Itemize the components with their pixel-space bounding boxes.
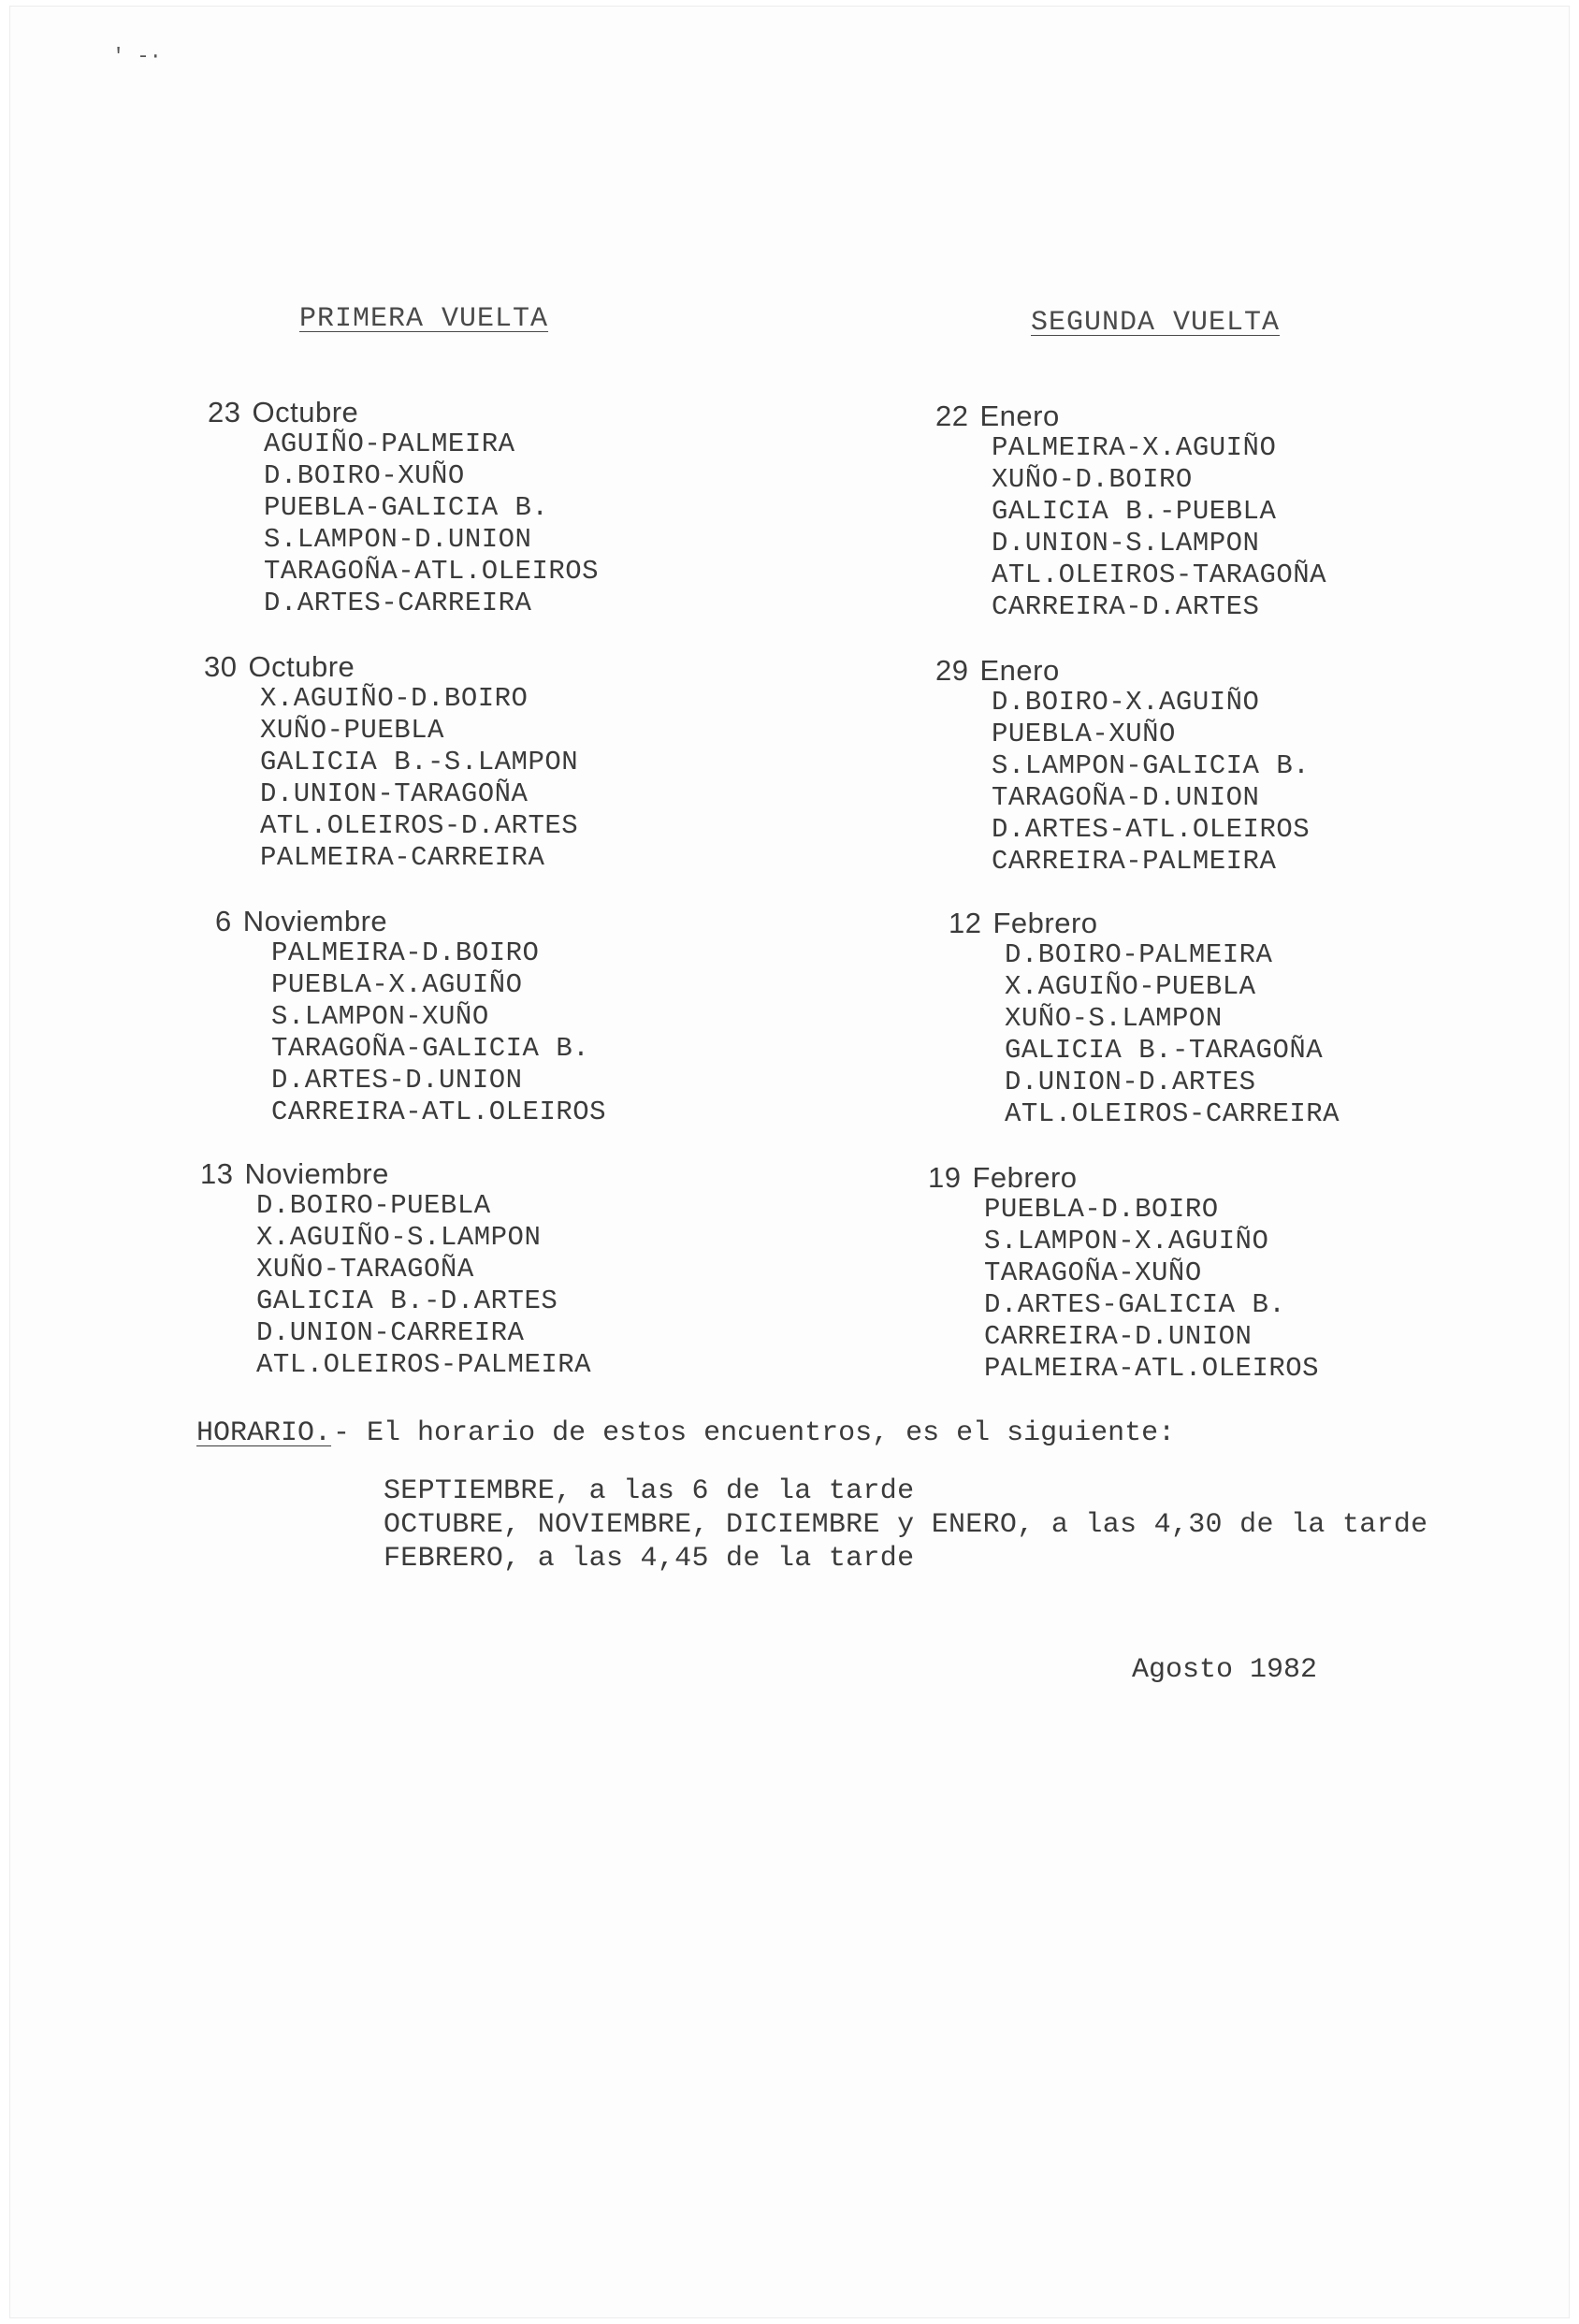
match-item: PALMEIRA-CARREIRA: [260, 842, 545, 873]
match-item: GALICIA B.-S.LAMPON: [260, 747, 579, 777]
match-list: [256, 1190, 591, 1381]
match-item: GALICIA B.-D.ARTES: [256, 1285, 558, 1316]
schedule-intro: [196, 1416, 1175, 1450]
match-item: ATL.OLEIROS-CARREIRA: [1005, 1098, 1340, 1129]
matchday-date: [208, 397, 599, 428]
match-item: CARREIRA-D.ARTES: [992, 591, 1260, 622]
match-item: GALICIA B.-PUEBLA: [992, 496, 1277, 527]
match-item: TARAGOÑA-GALICIA B.: [271, 1033, 590, 1064]
match-item: D.ARTES-ATL.OLEIROS: [992, 814, 1311, 845]
match-item: CARREIRA-D.UNION: [984, 1321, 1253, 1352]
matchday-block: [200, 1158, 591, 1381]
matchday-block: [928, 1162, 1319, 1385]
matchday-block: [935, 655, 1310, 878]
matchday-block: [949, 908, 1340, 1130]
match-item: TARAGOÑA-D.UNION: [992, 782, 1260, 813]
matchday-month: Noviembre: [242, 905, 388, 937]
matchday-date: [204, 651, 578, 683]
match-item: ATL.OLEIROS-PALMEIRA: [256, 1349, 592, 1380]
matchday-day: 12: [949, 907, 982, 939]
match-item: XUÑO-S.LAMPON: [1005, 1003, 1223, 1034]
match-item: D.BOIRO-X.AGUIÑO: [992, 687, 1260, 718]
matchday-day: 13: [200, 1157, 234, 1190]
document-date: Agosto 1982: [1132, 1654, 1318, 1686]
match-item: GALICIA B.-TARAGOÑA: [1005, 1035, 1324, 1066]
matchday-block: [208, 397, 599, 619]
matchday-date: [949, 908, 1340, 939]
match-item: AGUIÑO-PALMEIRA: [264, 428, 515, 459]
matchday-date: [935, 400, 1326, 432]
matchday-day: 6: [215, 905, 232, 937]
matchday-month: Octubre: [252, 396, 359, 428]
first-round-heading: PRIMERA VUELTA: [299, 303, 549, 335]
match-item: X.AGUIÑO-PUEBLA: [1005, 971, 1256, 1002]
match-list: [992, 432, 1326, 623]
match-item: PUEBLA-XUÑO: [992, 719, 1176, 749]
matchday-month: Noviembre: [244, 1157, 389, 1190]
matchday-block: [935, 400, 1326, 623]
match-item: PALMEIRA-ATL.OLEIROS: [984, 1353, 1320, 1384]
match-item: S.LAMPON-D.UNION: [264, 524, 532, 555]
matchday-block: [204, 651, 578, 874]
match-item: S.LAMPON-GALICIA B.: [992, 750, 1311, 781]
matchday-day: 19: [928, 1161, 962, 1194]
match-item: D.BOIRO-PUEBLA: [256, 1190, 491, 1221]
schedule-times: [384, 1474, 1427, 1576]
match-item: PUEBLA-X.AGUIÑO: [271, 969, 523, 1000]
match-item: PALMEIRA-X.AGUIÑO: [992, 432, 1277, 463]
match-list: [992, 687, 1310, 878]
match-list: [984, 1194, 1319, 1385]
match-item: S.LAMPON-XUÑO: [271, 1001, 489, 1032]
match-list: [271, 937, 606, 1128]
match-list: [1005, 939, 1340, 1130]
matchday-day: 29: [935, 654, 969, 687]
schedule-line: OCTUBRE, NOVIEMBRE, DICIEMBRE y ENERO, a las 4,30 de la tarde: [384, 1509, 1428, 1541]
schedule-label: HORARIO.: [196, 1417, 332, 1449]
match-item: D.UNION-TARAGOÑA: [260, 778, 529, 809]
match-item: ATL.OLEIROS-D.ARTES: [260, 810, 579, 841]
matchday-date: [200, 1158, 591, 1190]
match-item: PUEBLA-D.BOIRO: [984, 1194, 1219, 1225]
match-item: D.ARTES-CARREIRA: [264, 588, 532, 618]
match-item: PUEBLA-GALICIA B.: [264, 492, 549, 523]
match-item: CARREIRA-PALMEIRA: [992, 846, 1277, 877]
matchday-month: Enero: [979, 399, 1060, 432]
match-item: D.UNION-D.ARTES: [1005, 1067, 1256, 1097]
schedule-line: FEBRERO, a las 4,45 de la tarde: [384, 1543, 915, 1575]
match-list: [260, 683, 578, 874]
match-item: X.AGUIÑO-S.LAMPON: [256, 1222, 542, 1253]
document-page: [9, 6, 1570, 2318]
match-item: XUÑO-PUEBLA: [260, 715, 444, 746]
matchday-month: Enero: [979, 654, 1060, 687]
match-item: CARREIRA-ATL.OLEIROS: [271, 1097, 607, 1127]
match-item: ATL.OLEIROS-TARAGOÑA: [992, 559, 1327, 590]
match-item: D.ARTES-D.UNION: [271, 1065, 523, 1096]
matchday-date: [928, 1162, 1319, 1194]
matchday-month: Octubre: [248, 650, 355, 683]
match-item: D.UNION-S.LAMPON: [992, 528, 1260, 559]
match-item: D.BOIRO-PALMEIRA: [1005, 939, 1273, 970]
match-list: [264, 428, 599, 619]
matchday-day: 22: [935, 399, 969, 432]
schedule-line: SEPTIEMBRE, a las 6 de la tarde: [384, 1475, 915, 1507]
matchday-day: 30: [204, 650, 238, 683]
match-item: TARAGOÑA-ATL.OLEIROS: [264, 556, 600, 587]
matchday-month: Febrero: [972, 1161, 1078, 1194]
second-round-heading: SEGUNDA VUELTA: [1031, 307, 1281, 339]
matchday-day: 23: [208, 396, 241, 428]
match-item: D.UNION-CARREIRA: [256, 1317, 525, 1348]
matchday-date: [215, 906, 606, 937]
matchday-date: [935, 655, 1310, 687]
match-item: D.BOIRO-XUÑO: [264, 460, 465, 491]
match-item: S.LAMPON-X.AGUIÑO: [984, 1226, 1269, 1256]
matchday-block: [215, 906, 606, 1128]
match-item: PALMEIRA-D.BOIRO: [271, 937, 540, 968]
matchday-month: Febrero: [992, 907, 1098, 939]
schedule-intro-text: - El horario de estos encuentros, es el siguiente:: [333, 1417, 1176, 1449]
match-item: XUÑO-D.BOIRO: [992, 464, 1193, 495]
match-item: XUÑO-TARAGOÑA: [256, 1254, 474, 1285]
match-item: D.ARTES-GALICIA B.: [984, 1289, 1286, 1320]
match-item: TARAGOÑA-XUÑO: [984, 1257, 1202, 1288]
match-item: X.AGUIÑO-D.BOIRO: [260, 683, 529, 714]
corner-mark: ' -·: [112, 45, 162, 68]
